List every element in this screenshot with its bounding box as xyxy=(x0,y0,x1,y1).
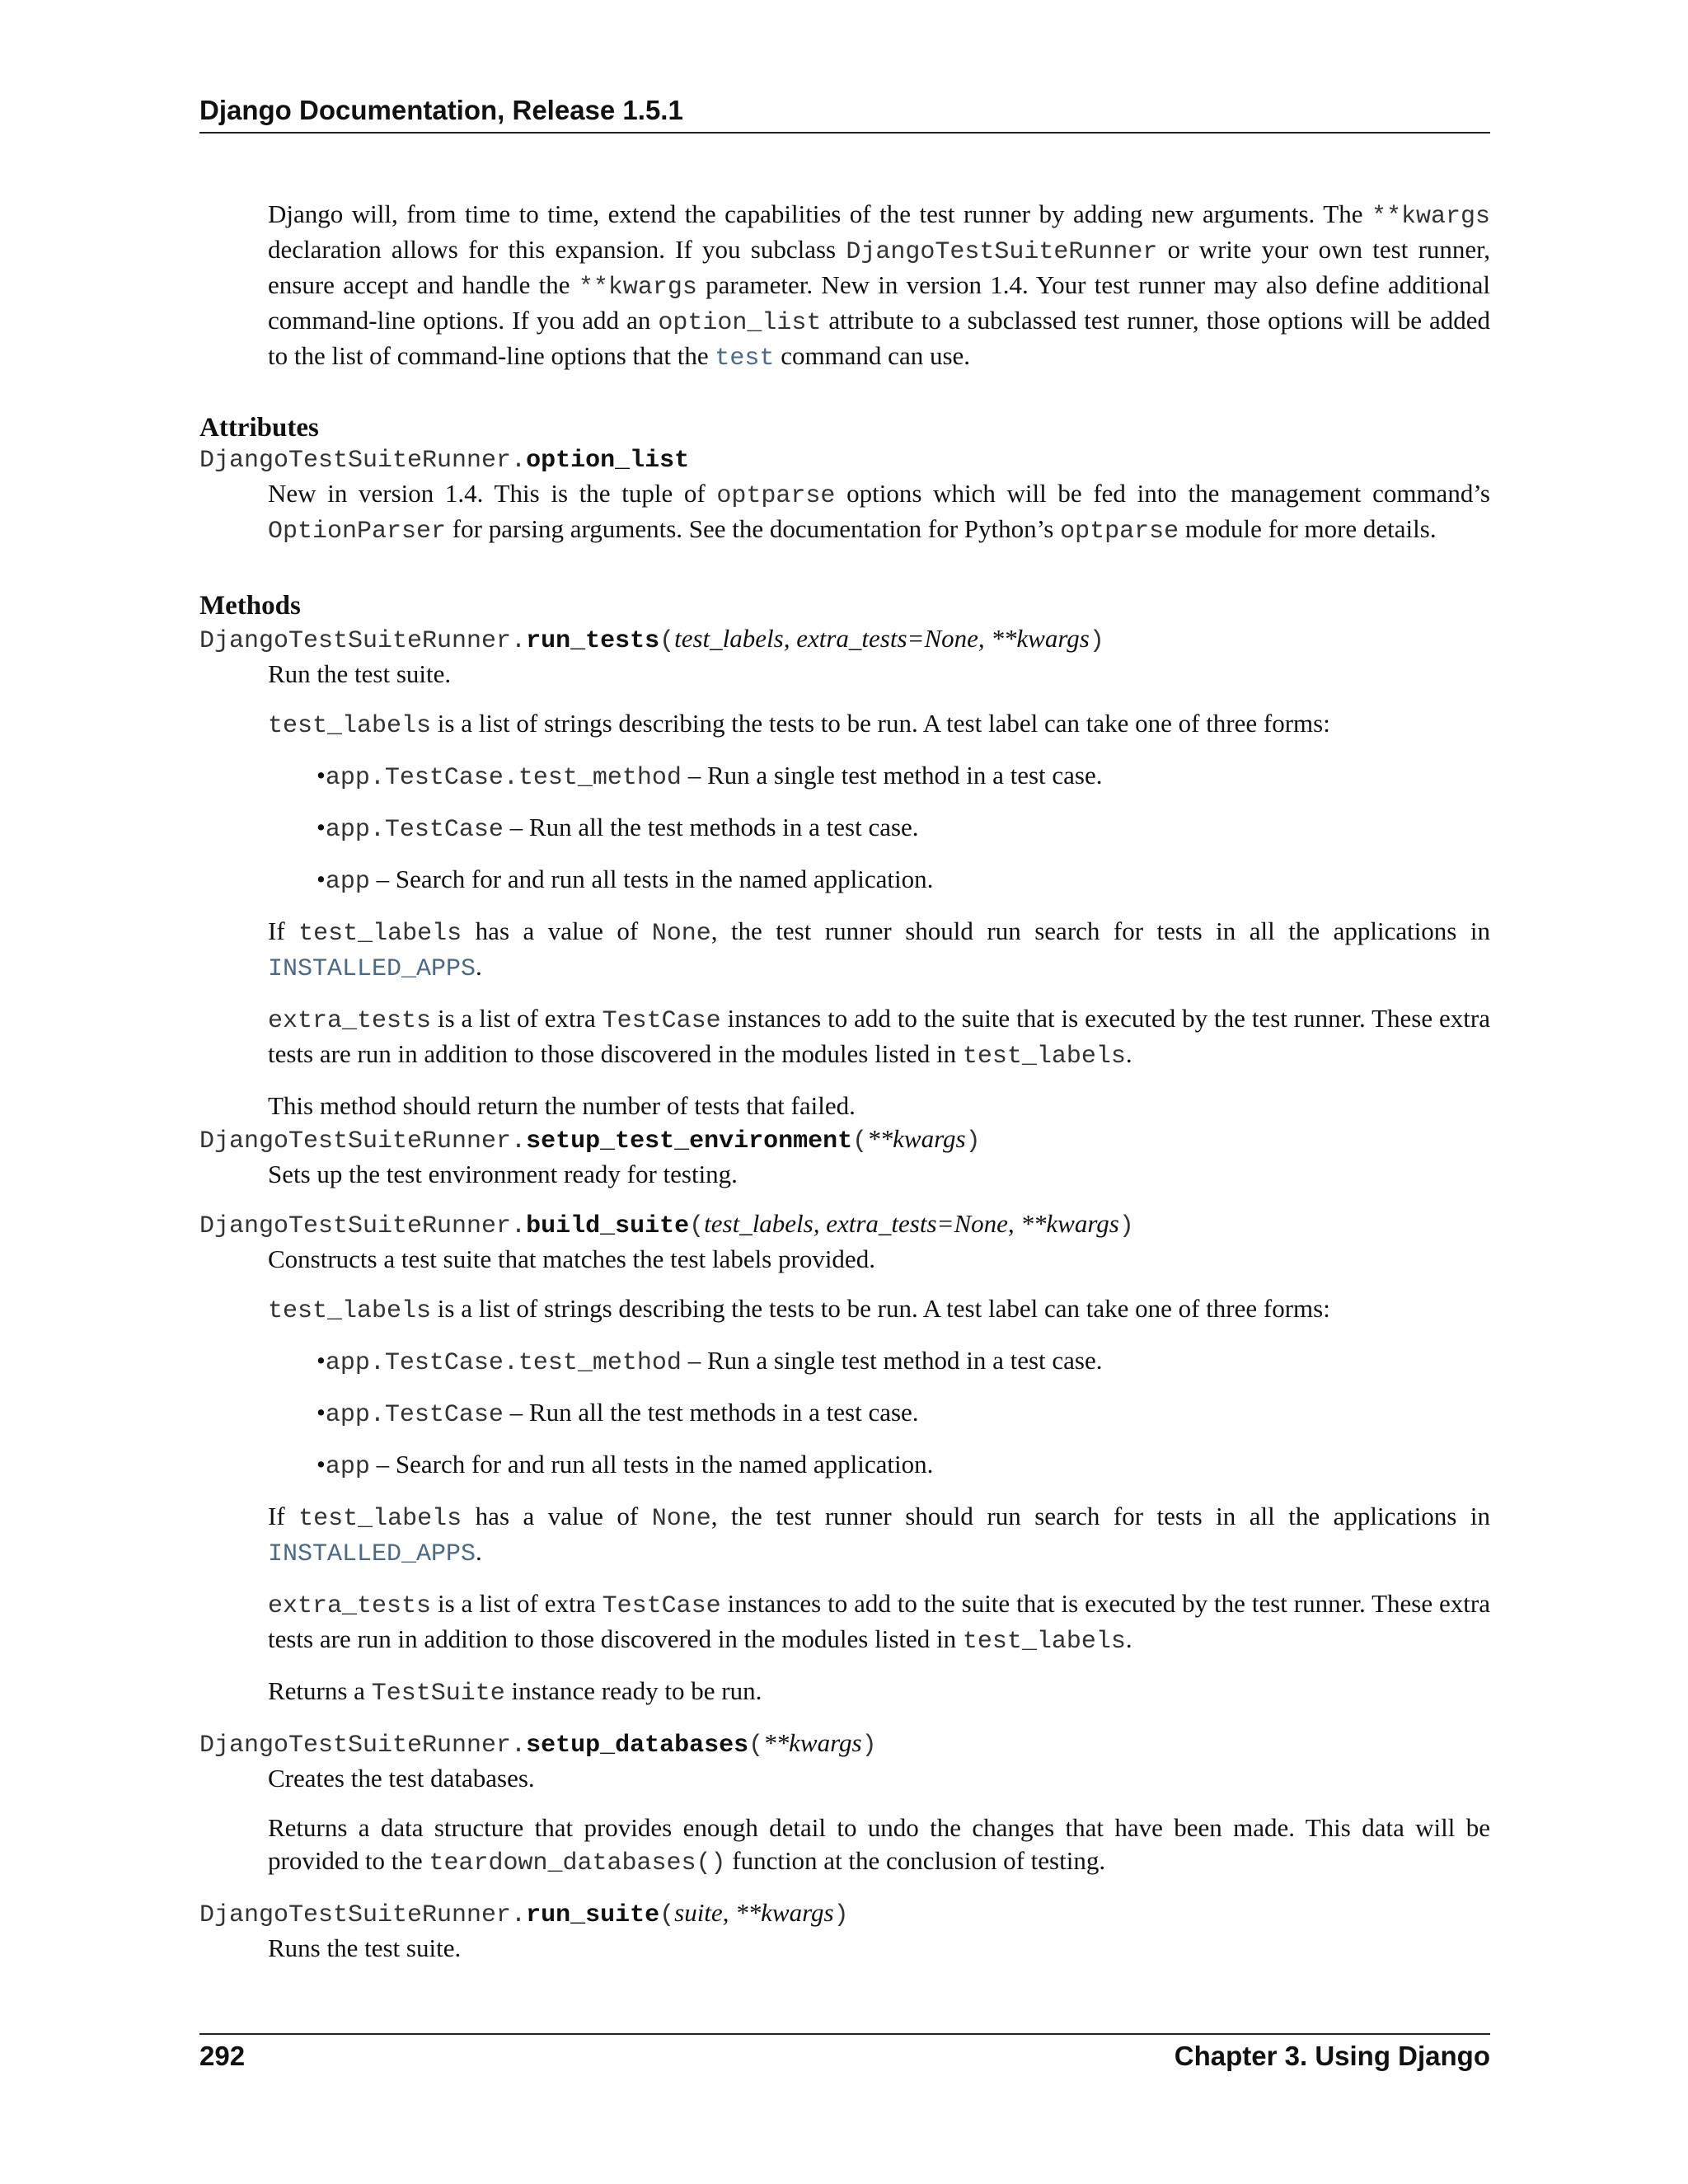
run-tests-summary: Run the test suite. xyxy=(268,659,452,688)
sig-name: run_suite xyxy=(526,1901,660,1929)
intro-paragraph xyxy=(268,198,1490,375)
text: If xyxy=(268,1502,299,1530)
setup-env-summary: Sets up the test environment ready for testing. xyxy=(268,1160,738,1188)
build-suite-labels xyxy=(268,1292,1490,1328)
text: Django will, from time to time, extend the capabilities of the test runner by adding new arguments. The xyxy=(268,199,1372,228)
text: is a list of strings describing the tests to be run. A test label can take one of three forms: xyxy=(431,1294,1330,1323)
text: – Run a single test method in a test case. xyxy=(681,761,1103,790)
text: instance ready to be run. xyxy=(504,1676,762,1705)
page-content xyxy=(199,198,1490,1981)
code-test-labels: test_labels xyxy=(298,1505,462,1533)
text: Returns a xyxy=(268,1676,372,1705)
code-none: None xyxy=(651,920,711,948)
sig-args: suite, **kwargs xyxy=(674,1898,834,1927)
code-optparse: optparse xyxy=(716,482,836,510)
sig-name: setup_test_environment xyxy=(526,1127,853,1155)
text: , the test runner should run search for tests in all the applications in xyxy=(710,1502,1490,1530)
sig-args: **kwargs xyxy=(763,1728,862,1757)
build-suite-extra xyxy=(268,1587,1490,1658)
paren-open: ( xyxy=(852,1127,868,1155)
text: , the test runner should run search for tests in all the applications in xyxy=(710,916,1490,945)
code-label-form: app.TestCase.test_method xyxy=(325,1349,682,1377)
text: has a value of xyxy=(462,1502,652,1530)
chapter-title: Chapter 3. Using Django xyxy=(1174,2041,1490,2071)
list-item: •app – Search for and run all tests in the named application. xyxy=(316,865,934,896)
text: function at the conclusion of testing. xyxy=(725,1846,1106,1875)
text: – Run a single test method in a test case. xyxy=(681,1346,1103,1375)
sig-class: DjangoTestSuiteRunner. xyxy=(199,627,527,655)
code-kwargs: **kwargs xyxy=(1371,203,1490,231)
text: parameter. New in version 1.4. Your test runner may also define additional command-line options. If you add an xyxy=(268,270,1491,335)
code-extra-tests: extra_tests xyxy=(268,1592,432,1620)
sig-args: **kwargs xyxy=(867,1124,966,1153)
list-item: •app – Search for and run all tests in the named application. xyxy=(316,1450,934,1481)
code-kwargs: **kwargs xyxy=(578,274,697,302)
list-item: •app.TestCase – Run all the test methods in a test case. xyxy=(316,813,919,844)
code-class-name: DjangoTestSuiteRunner xyxy=(846,238,1158,266)
sig-class: DjangoTestSuiteRunner. xyxy=(199,1212,527,1240)
text: – Search for and run all tests in the named application. xyxy=(369,1450,934,1479)
list-item: •app.TestCase.test_method – Run a single test method in a test case. xyxy=(316,1346,1103,1377)
text: attribute to a subclassed test runner, those options will be added to the list of command-line options that the xyxy=(268,306,1490,370)
list-item: •app.TestCase.test_method – Run a single test method in a test case. xyxy=(316,761,1103,792)
code-test-labels: test_labels xyxy=(962,1628,1126,1656)
code-testcase: TestCase xyxy=(602,1592,721,1620)
run-suite-signature xyxy=(199,1896,1490,1932)
text: . xyxy=(476,952,482,981)
text: – Run all the test methods in a test case. xyxy=(503,1398,919,1427)
paren-close: ) xyxy=(861,1732,877,1760)
text: for parsing arguments. See the documentation for Python’s xyxy=(446,514,1061,543)
sig-args: test_labels, extra_tests=None, **kwargs xyxy=(704,1209,1119,1238)
run-tests-signature xyxy=(199,622,1490,658)
code-optionparser: OptionParser xyxy=(268,518,447,546)
list-item: •app.TestCase – Run all the test methods in a test case. xyxy=(316,1398,919,1429)
paren-open: ( xyxy=(659,1901,675,1929)
text: has a value of xyxy=(462,916,652,945)
text: command can use. xyxy=(774,341,971,370)
text: is a list of extra xyxy=(431,1004,603,1033)
code-label-form: app.TestCase.test_method xyxy=(325,764,682,792)
code-label-form: app.TestCase xyxy=(325,816,504,844)
code-option-list: option_list xyxy=(658,309,822,337)
option-list-signature xyxy=(199,444,1490,477)
sig-args: test_labels, extra_tests=None, **kwargs xyxy=(674,624,1090,653)
text: – Run all the test methods in a test case. xyxy=(503,813,919,841)
option-list-description xyxy=(268,477,1490,548)
text: – Search for and run all tests in the named application. xyxy=(369,865,934,893)
build-suite-summary: Constructs a test suite that matches the test labels provided. xyxy=(268,1244,875,1273)
text: declaration allows for this expansion. If you subclass xyxy=(268,235,846,264)
paren-open: ( xyxy=(659,627,675,655)
code-none: None xyxy=(651,1505,711,1533)
code-testsuite: TestSuite xyxy=(371,1680,505,1708)
setup-env-signature xyxy=(199,1122,1490,1158)
paren-close: ) xyxy=(1089,627,1104,655)
setup-databases-summary: Creates the test databases. xyxy=(268,1764,535,1793)
attributes-heading: Attributes xyxy=(199,413,319,443)
sig-name: run_tests xyxy=(526,627,660,655)
sig-name: build_suite xyxy=(526,1212,690,1240)
run-tests-returns: This method should return the number of tests that failed. xyxy=(268,1091,856,1120)
header-title: Django Documentation, Release 1.5.1 xyxy=(199,95,683,125)
paren-open: ( xyxy=(748,1732,764,1760)
code-test-labels: test_labels xyxy=(962,1043,1126,1071)
text: instances to add to the suite that is executed by the test runner. These extra tests are run in addition to those discovered in the modules listed in xyxy=(268,1589,1490,1653)
setup-databases-description xyxy=(268,1811,1490,1880)
code-optparse: optparse xyxy=(1060,518,1179,546)
code-test-labels: test_labels xyxy=(268,1297,432,1325)
build-suite-signature xyxy=(199,1207,1490,1243)
paren-close: ) xyxy=(833,1901,849,1929)
code-test-labels: test_labels xyxy=(298,920,462,948)
setup-databases-signature xyxy=(199,1727,1490,1762)
code-testcase: TestCase xyxy=(602,1007,721,1035)
sig-name: option_list xyxy=(526,447,690,475)
link-installed-apps[interactable]: INSTALLED_APPS xyxy=(268,1540,476,1568)
build-suite-returns xyxy=(268,1675,1490,1710)
text: module for more details. xyxy=(1179,514,1437,543)
link-installed-apps[interactable]: INSTALLED_APPS xyxy=(268,955,476,983)
methods-heading: Methods xyxy=(199,591,301,621)
code-extra-tests: extra_tests xyxy=(268,1007,432,1035)
page-header xyxy=(199,92,1490,134)
link-test-command[interactable]: test xyxy=(715,344,775,373)
run-tests-extra xyxy=(268,1002,1490,1073)
sig-class: DjangoTestSuiteRunner. xyxy=(199,447,527,475)
text: . xyxy=(476,1537,482,1566)
paren-open: ( xyxy=(689,1212,705,1240)
text: New in version 1.4. This is the tuple of xyxy=(268,479,717,508)
text: . xyxy=(1125,1624,1132,1653)
page-footer xyxy=(199,2033,1490,2079)
code-label-form: app xyxy=(325,868,370,896)
paren-close: ) xyxy=(1118,1212,1134,1240)
text: options which will be fed into the management command’s xyxy=(835,479,1490,508)
text: If xyxy=(268,916,299,945)
code-test-labels: test_labels xyxy=(268,712,432,740)
page-number: 292 xyxy=(199,2041,246,2071)
code-label-form: app xyxy=(325,1453,370,1481)
text: or write your own test runner, ensure accept and handle the xyxy=(268,235,1490,299)
text: is a list of strings describing the tests to be run. A test label can take one of three forms: xyxy=(431,709,1330,738)
code-label-form: app.TestCase xyxy=(325,1401,504,1429)
code-teardown-databases: teardown_databases() xyxy=(429,1849,726,1877)
run-tests-labels xyxy=(268,707,1490,743)
sig-class: DjangoTestSuiteRunner. xyxy=(199,1732,527,1760)
text: . xyxy=(1125,1039,1132,1068)
text: is a list of extra xyxy=(431,1589,603,1618)
sig-class: DjangoTestSuiteRunner. xyxy=(199,1901,527,1929)
sig-name: setup_databases xyxy=(526,1732,749,1760)
text: instances to add to the suite that is executed by the test runner. These extra tests are run in addition to those discovered in the modules listed in xyxy=(268,1004,1490,1068)
text: Returns a data structure that provides enough detail to undo the changes that have been made. This data will be provided to the xyxy=(268,1813,1490,1875)
sig-class: DjangoTestSuiteRunner. xyxy=(199,1127,527,1155)
paren-close: ) xyxy=(965,1127,981,1155)
run-suite-summary: Runs the test suite. xyxy=(268,1933,462,1962)
build-suite-if-none xyxy=(268,1500,1490,1571)
run-tests-if-none xyxy=(268,915,1490,986)
